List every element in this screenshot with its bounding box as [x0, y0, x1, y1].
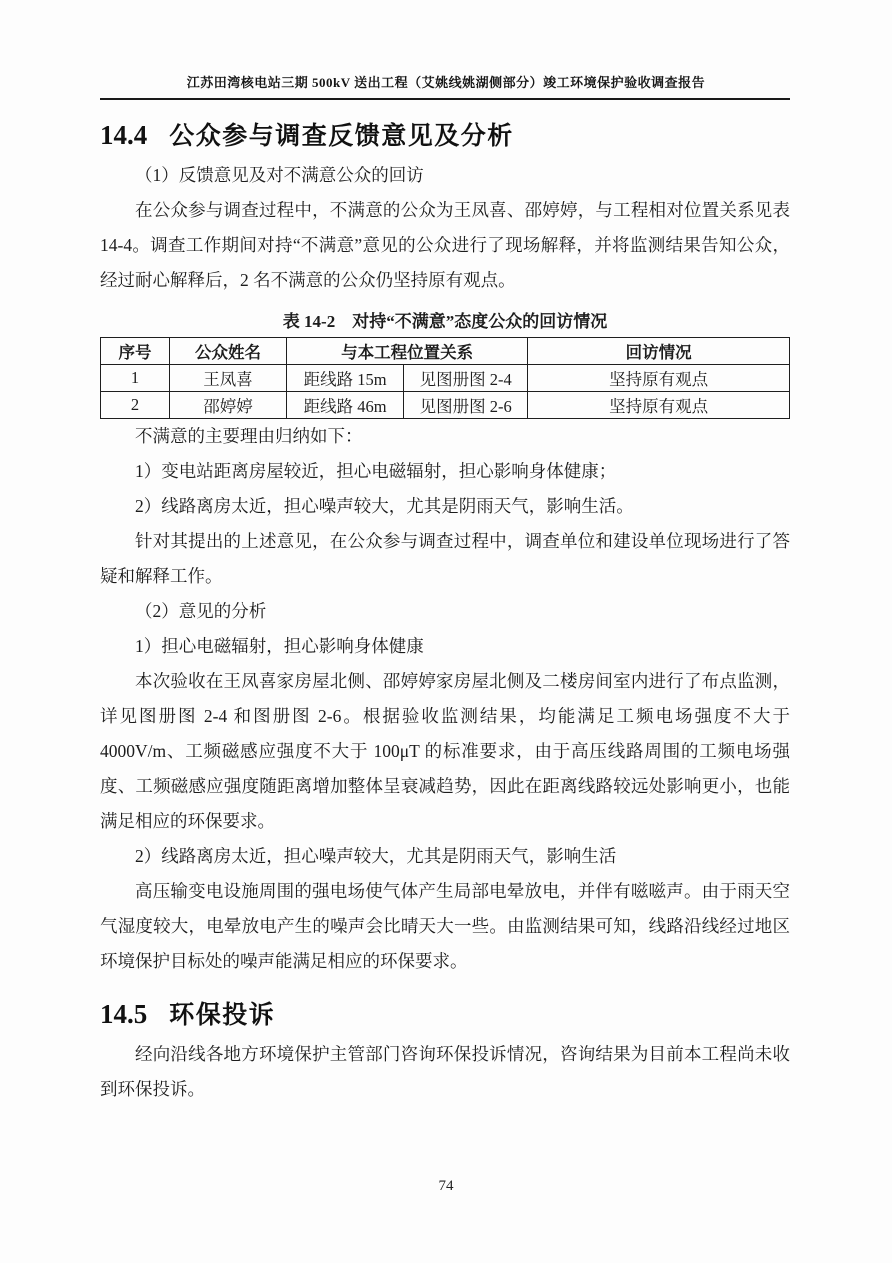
cell-callback-status: 坚持原有观点 — [528, 365, 790, 392]
paragraph-analysis2-body: 高压输变电设施周围的强电场使气体产生局部电晕放电，并伴有嗞嗞声。由于雨天空气湿度较大，电晕放电产生的噪声会比晴天大一些。由监测结果可知，线路沿线经过地区环境保护目标处的噪声能满足相应的环保要求。 — [100, 881, 790, 971]
header-cell-index: 序号 — [101, 338, 170, 365]
paragraph-analysis1-heading: 1）担心电磁辐射，担心影响身体健康 — [135, 636, 424, 656]
paragraph-reasons-lead: 不满意的主要理由归纳如下： — [135, 426, 363, 446]
cell-index: 1 — [101, 365, 170, 392]
table-header-row — [101, 338, 790, 365]
header-rule — [100, 98, 790, 100]
page-number: 74 — [438, 1178, 454, 1194]
header-cell-position: 与本工程位置关系 — [287, 338, 528, 365]
paragraph-response: 针对其提出的上述意见，在公众参与调查过程中，调查单位和建设单位现场进行了答疑和解释工作。 — [100, 531, 790, 586]
paragraph-reason-2: 2）线路离房太近，担心噪声较大，尤其是阴雨天气，影响生活。 — [135, 496, 634, 516]
cell-figure-ref: 见图册图 2-4 — [404, 365, 528, 392]
cell-name: 邵婷婷 — [169, 392, 286, 419]
paragraph-analysis1-body: 本次验收在王凤喜家房屋北侧、邵婷婷家房屋北侧及二楼房间室内进行了布点监测，详见图册图 2-4 和图册图 2-6。根据验收监测结果，均能满足工频电场强度不大于4000V/m、工频磁感应强度不大于 100μT 的标准要求，由于高压线路周围的工频电场强度、工频磁感应强度随距离增加整体呈衰减趋势，因此在距离线路较远处影响更小，也能满足相应的环保要求。 — [100, 671, 790, 831]
paragraph-feedback-heading: （1）反馈意见及对不满意公众的回访 — [135, 165, 424, 185]
section-heading-14-4 — [100, 116, 790, 152]
page-content — [0, 116, 892, 1107]
cell-figure-ref: 见图册图 2-6 — [404, 392, 528, 419]
cell-callback-status: 坚持原有观点 — [528, 392, 790, 419]
header-cell-callback: 回访情况 — [528, 338, 790, 365]
paragraph-complaints-body: 经向沿线各地方环境保护主管部门咨询环保投诉情况，咨询结果为目前本工程尚未收到环保投诉。 — [100, 1044, 790, 1099]
paragraph-intro: 在公众参与调查过程中，不满意的公众为王凤喜、邵婷婷，与工程相对位置关系见表 14-4。调查工作期间对持“不满意”意见的公众进行了现场解释，并将监测结果告知公众，经过耐心解释后，2 名不满意的公众仍坚持原有观点。 — [100, 200, 790, 290]
cell-distance: 距线路 46m — [287, 392, 404, 419]
table-row — [101, 365, 790, 392]
section-number: 14.5 — [100, 999, 148, 1029]
cell-index: 2 — [101, 392, 170, 419]
section-title: 环保投诉 — [169, 1001, 276, 1029]
paragraph-reason-1: 1）变电站距离房屋较近，担心电磁辐射，担心影响身体健康； — [135, 461, 617, 481]
table-row — [101, 392, 790, 419]
cell-name: 王凤喜 — [169, 365, 286, 392]
section-number: 14.4 — [100, 120, 148, 150]
paragraph-analysis2-heading: 2）线路离房太近，担心噪声较大，尤其是阴雨天气，影响生活 — [135, 846, 617, 866]
callback-table — [100, 337, 790, 419]
running-header: 江苏田湾核电站三期 500kV 送出工程（艾姚线姚湖侧部分）竣工环境保护验收调查报告 — [186, 75, 706, 90]
section-title: 公众参与调查反馈意见及分析 — [169, 122, 514, 150]
header-cell-name: 公众姓名 — [169, 338, 286, 365]
table-caption: 表 14-2 对持“不满意”态度公众的回访情况 — [282, 312, 608, 331]
section-heading-14-5 — [100, 995, 790, 1031]
cell-distance: 距线路 15m — [287, 365, 404, 392]
paragraph-analysis-heading: （2）意见的分析 — [135, 601, 267, 621]
